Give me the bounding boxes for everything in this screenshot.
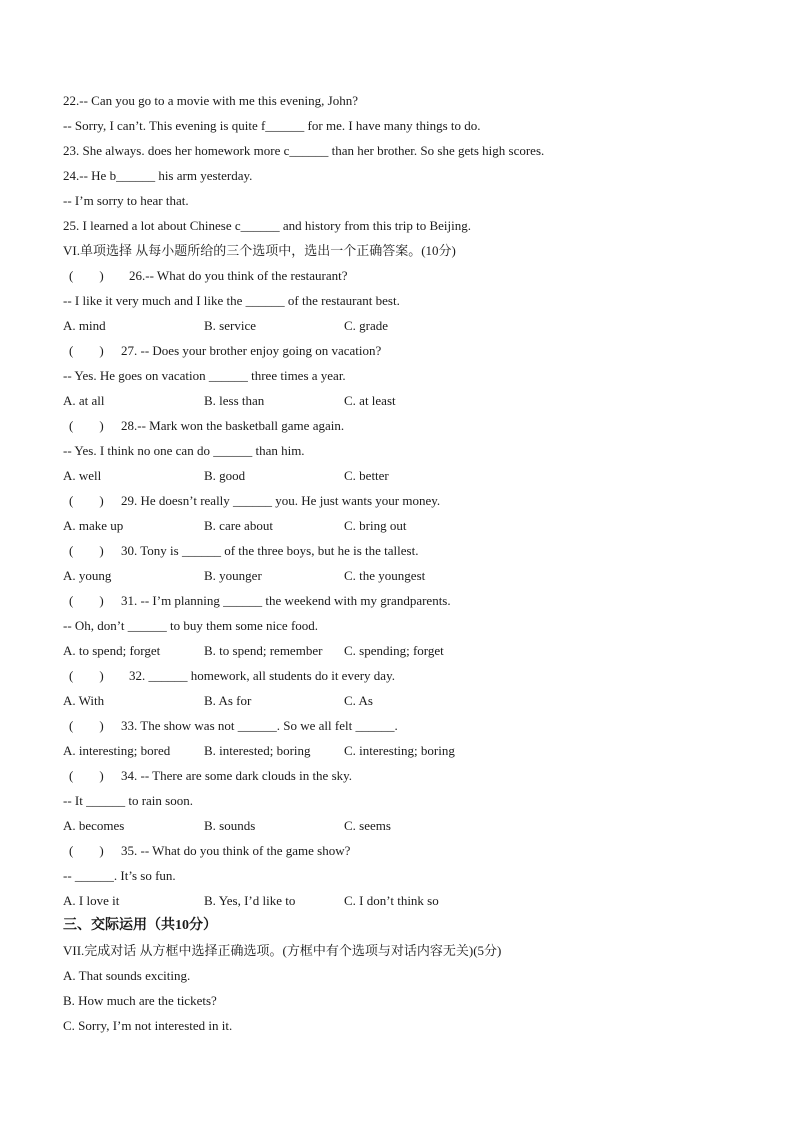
question-followup: -- Yes. I think no one can do ______ than him. — [63, 443, 305, 458]
q23: 23. She always. does her homework more c______ than her brother. So she gets high scores. — [63, 143, 545, 158]
worksheet-page — [63, 88, 743, 1038]
mcq-stem — [63, 338, 743, 363]
question-followup: -- It ______ to rain soon. — [63, 793, 193, 808]
mcq-stem — [63, 538, 743, 563]
q25: 25. I learned a lot about Chinese c______ and history from this trip to Beijing. — [63, 218, 471, 233]
question-followup: -- Yes. He goes on vacation ______ three times a year. — [63, 368, 346, 383]
option-row — [63, 313, 743, 338]
option-c[interactable]: C. I don’t think so — [344, 893, 439, 908]
answer-blank[interactable]: ( ) — [69, 493, 104, 508]
mcq-stem — [63, 413, 743, 438]
q22-answer: -- Sorry, I can’t. This evening is quite f______ for me. I have many things to do. — [63, 118, 481, 133]
option-a[interactable]: A. young — [63, 568, 112, 583]
option-b[interactable]: B. As for — [204, 693, 252, 708]
answer-blank[interactable]: ( ) — [69, 268, 104, 283]
option-a[interactable]: A. I love it — [63, 893, 120, 908]
question-text: 30. Tony is ______ of the three boys, but he is the tallest. — [121, 543, 419, 558]
dialogue-choice-a: A. That sounds exciting. — [63, 968, 191, 983]
option-b[interactable]: B. care about — [204, 518, 273, 533]
option-a[interactable]: A. With — [63, 693, 105, 708]
question-text: 35. -- What do you think of the game show? — [121, 843, 351, 858]
option-row — [63, 813, 743, 838]
question-followup: -- I like it very much and I like the ______ of the restaurant best. — [63, 293, 400, 308]
mcq-stem — [63, 838, 743, 863]
answer-blank[interactable]: ( ) — [69, 418, 104, 433]
question-text: 32. ______ homework, all students do it every day. — [129, 668, 395, 683]
option-b[interactable]: B. younger — [204, 568, 262, 583]
question-text: 26.-- What do you think of the restaurant? — [129, 268, 348, 283]
answer-blank[interactable]: ( ) — [69, 843, 104, 858]
option-b[interactable]: B. interested; boring — [204, 743, 311, 758]
answer-blank[interactable]: ( ) — [69, 543, 104, 558]
question-text: 34. -- There are some dark clouds in the sky. — [121, 768, 353, 783]
answer-blank[interactable]: ( ) — [69, 593, 104, 608]
option-row — [63, 888, 743, 913]
mcq-stem — [63, 488, 743, 513]
option-c[interactable]: C. interesting; boring — [344, 743, 455, 758]
question-text: 29. He doesn’t really ______ you. He just wants your money. — [121, 493, 441, 508]
option-c[interactable]: C. bring out — [344, 518, 407, 533]
question-text: 28.-- Mark won the basketball game again. — [121, 418, 345, 433]
option-c[interactable]: C. seems — [344, 818, 391, 833]
dialogue-choice-c: C. Sorry, I’m not interested in it. — [63, 1018, 233, 1033]
mcq-stem — [63, 763, 743, 788]
option-a[interactable]: A. at all — [63, 393, 105, 408]
answer-blank[interactable]: ( ) — [69, 768, 104, 783]
question-text: 33. The show was not ______. So we all felt ______. — [121, 718, 398, 733]
dialogue-choice-b: B. How much are the tickets? — [63, 993, 217, 1008]
section-vii-heading: VII.完成对话 从方框中选择正确选项。(方框中有个选项与对话内容无关)(5分) — [63, 943, 502, 958]
part3-title: 三、交际运用（共10分） — [63, 918, 217, 933]
option-c[interactable]: C. better — [344, 468, 389, 483]
option-row — [63, 513, 743, 538]
option-a[interactable]: A. mind — [63, 318, 106, 333]
mcq-stem — [63, 713, 743, 738]
option-a[interactable]: A. interesting; bored — [63, 743, 171, 758]
option-b[interactable]: B. Yes, I’d like to — [204, 893, 296, 908]
option-row — [63, 738, 743, 763]
option-c[interactable]: C. grade — [344, 318, 389, 333]
option-b[interactable]: B. less than — [204, 393, 265, 408]
question-text: 31. -- I’m planning ______ the weekend with my grandparents. — [121, 593, 451, 608]
question-followup: -- ______. It’s so fun. — [63, 868, 176, 883]
option-row — [63, 563, 743, 588]
mcq-stem — [63, 588, 743, 613]
section-vi-heading: VI.单项选择 从每小题所给的三个选项中，选出一个正确答案。(10分) — [63, 243, 456, 258]
mcq-stem — [63, 263, 743, 288]
answer-blank[interactable]: ( ) — [69, 343, 104, 358]
q22-question: 22.-- Can you go to a movie with me this evening, John? — [63, 93, 358, 108]
option-a[interactable]: A. to spend; forget — [63, 643, 161, 658]
multiple-choice-list — [63, 263, 743, 913]
option-a[interactable]: A. becomes — [63, 818, 125, 833]
option-c[interactable]: C. spending; forget — [344, 643, 444, 658]
option-c[interactable]: C. at least — [344, 393, 396, 408]
answer-blank[interactable]: ( ) — [69, 718, 104, 733]
mcq-stem — [63, 663, 743, 688]
q24-question: 24.-- He b______ his arm yesterday. — [63, 168, 253, 183]
option-b[interactable]: B. good — [204, 468, 246, 483]
option-c[interactable]: C. As — [344, 693, 373, 708]
question-text: 27. -- Does your brother enjoy going on vacation? — [121, 343, 382, 358]
option-row — [63, 688, 743, 713]
answer-blank[interactable]: ( ) — [69, 668, 104, 683]
q24-answer: -- I’m sorry to hear that. — [63, 193, 189, 208]
option-row — [63, 463, 743, 488]
question-followup: -- Oh, don’t ______ to buy them some nice food. — [63, 618, 319, 633]
option-b[interactable]: B. to spend; remember — [204, 643, 323, 658]
option-row — [63, 388, 743, 413]
option-a[interactable]: A. well — [63, 468, 102, 483]
option-b[interactable]: B. sounds — [204, 818, 256, 833]
option-row — [63, 638, 743, 663]
option-b[interactable]: B. service — [204, 318, 256, 333]
option-c[interactable]: C. the youngest — [344, 568, 426, 583]
option-a[interactable]: A. make up — [63, 518, 124, 533]
